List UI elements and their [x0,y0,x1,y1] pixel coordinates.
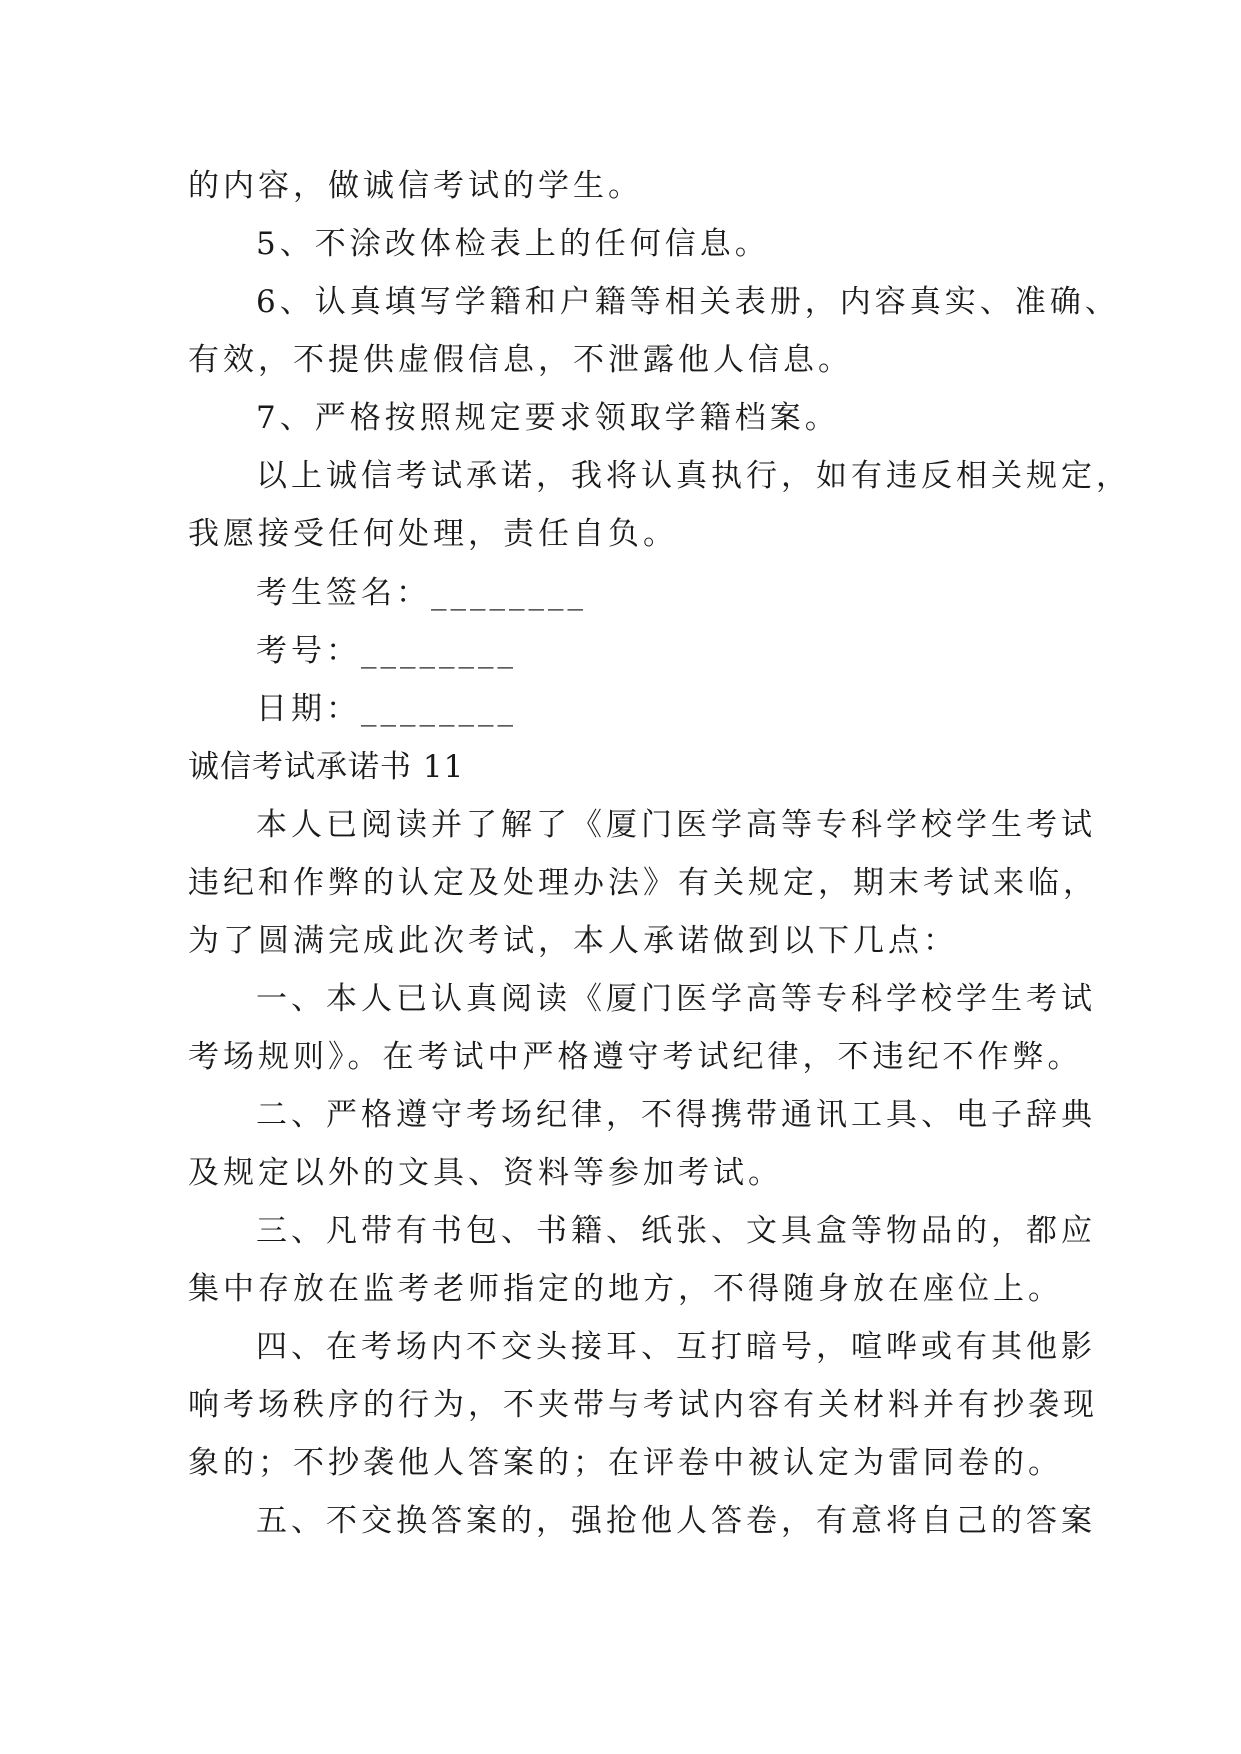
text-line-6: 以上诚信考试承诺，我将认真执行，如有违反相关规定， [256,458,1131,494]
text-line-3: 6、认真填写学籍和户籍等相关表册，内容真实、准确、 [256,284,1120,320]
text-line-17: 二、严格遵守考场纪律，不得携带通讯工具、电子辞典 [256,1097,1096,1133]
text-line-24: 五、不交换答案的，强抢他人答卷，有意将自己的答案 [256,1503,1096,1539]
signature-field: 考生签名：________ [256,575,587,611]
date-field: 日期：________ [256,691,517,727]
text-line-14: 为了圆满完成此次考试，本人承诺做到以下几点： [188,923,958,959]
text-line-19: 三、凡带有书包、书籍、纸张、文具盒等物品的，都应 [256,1213,1096,1249]
text-line-15: 一、本人已认真阅读《厦门医学高等专科学校学生考试 [256,981,1096,1017]
text-line-1: 的内容，做诚信考试的学生。 [188,168,643,204]
text-line-20: 集中存放在监考老师指定的地方，不得随身放在座位上。 [188,1271,1063,1307]
text-line-4: 有效，不提供虚假信息，不泄露他人信息。 [188,342,853,378]
text-line-21: 四、在考场内不交头接耳、互打暗号，喧哗或有其他影 [256,1329,1096,1365]
text-line-18: 及规定以外的文具、资料等参加考试。 [188,1155,783,1191]
text-line-2: 5、不涂改体检表上的任何信息。 [256,226,770,262]
section-heading: 诚信考试承诺书 11 [188,749,465,785]
text-line-12: 本人已阅读并了解了《厦门医学高等专科学校学生考试 [256,807,1096,843]
exam-number-field: 考号：________ [256,633,517,669]
text-line-5: 7、严格按照规定要求领取学籍档案。 [256,400,840,436]
text-line-22: 响考场秩序的行为，不夹带与考试内容有关材料并有抄袭现 [188,1387,1098,1423]
text-line-16: 考场规则》。在考试中严格遵守考试纪律，不违纪不作弊。 [188,1039,1083,1075]
text-line-13: 违纪和作弊的认定及处理办法》有关规定，期末考试来临， [188,865,1098,901]
text-line-7: 我愿接受任何处理，责任自负。 [188,516,678,552]
text-line-23: 象的；不抄袭他人答案的；在评卷中被认定为雷同卷的。 [188,1445,1063,1481]
